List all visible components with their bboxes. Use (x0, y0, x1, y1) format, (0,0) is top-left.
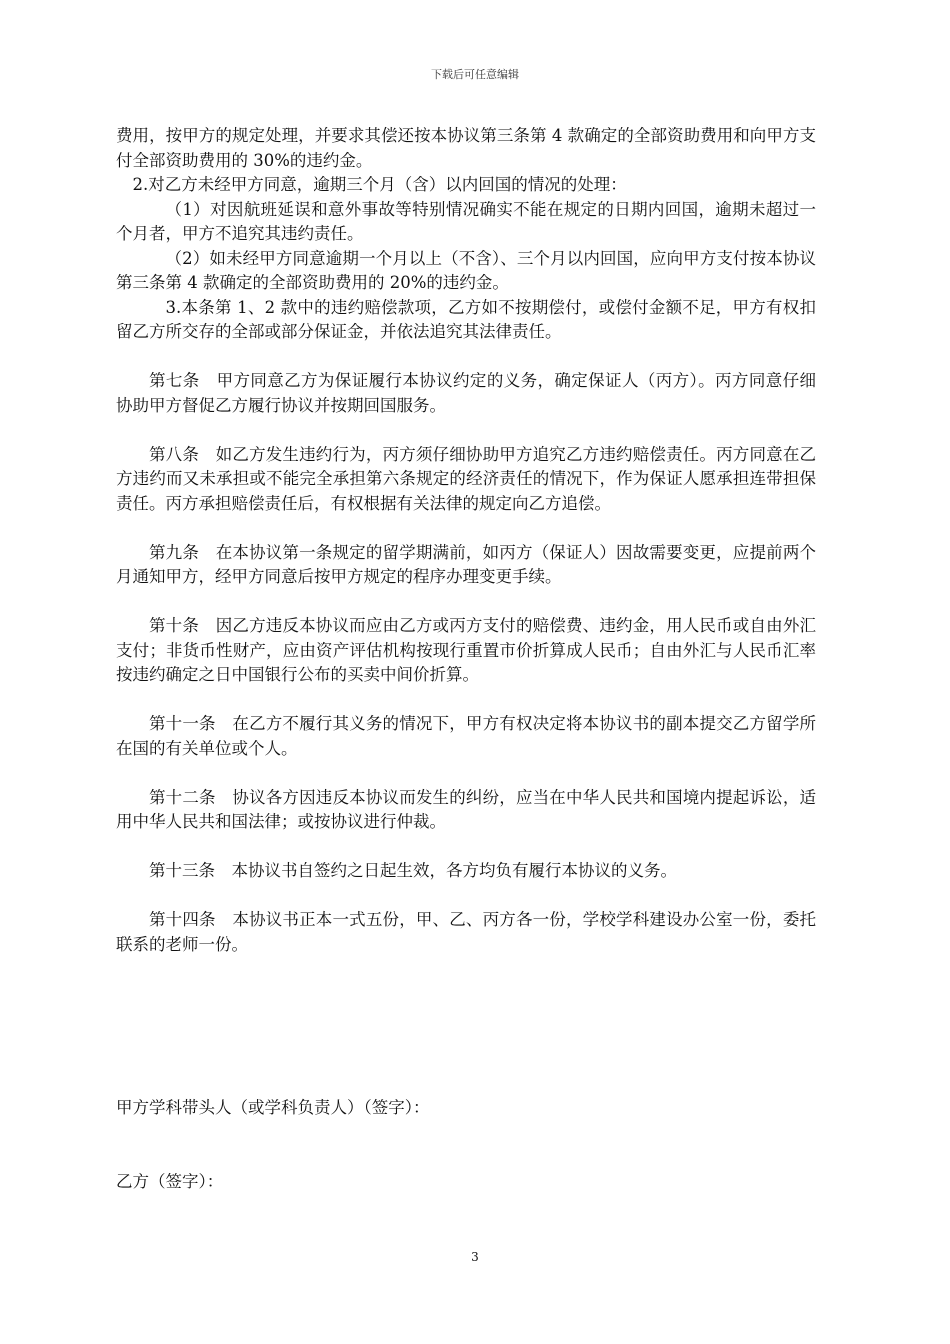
paragraph-article-9: 第九条 在本协议第一条规定的留学期满前，如丙方（保证人）因故需要变更，应提前两个月通知甲方，经甲方同意后按甲方规定的程序办理变更手续。 (116, 542, 816, 586)
paragraph-clause-2: 2.对乙方未经甲方同意，逾期三个月（含）以内回国的情况的处理： (132, 175, 627, 194)
paragraph-clause-3: 3.本条第 1、2 款中的违约赔偿款项，乙方如不按期偿付，或偿付金额不足，甲方有权扣留乙方所交存的全部或部分保证金，并依法追究其法律责任。 (116, 297, 816, 341)
paragraph-clause-2-1: （1）对因航班延误和意外事故等特别情况确实不能在规定的日期内回国，逾期未超过一个月者，甲方不追究其违约责任。 (116, 199, 816, 243)
signature-line-party-a: 甲方学科带头人（或学科负责人）（签字）： (116, 1098, 430, 1117)
paragraph-penalty-continued: 费用，按甲方的规定处理，并要求其偿还按本协议第三条第 4 款确定的全部资助费用和向甲方支付全部资助费用的 30%的违约金。 (116, 126, 816, 170)
signature-line-party-b: 乙方（签字）： (116, 1172, 224, 1191)
paragraph-article-11: 第十一条 在乙方不履行其义务的情况下，甲方有权决定将本协议书的副本提交乙方留学所在国的有关单位或个人。 (116, 714, 816, 758)
paragraph-article-13: 第十三条 本协议书自签约之日起生效，各方均负有履行本协议的义务。 (149, 861, 677, 880)
paragraph-article-14: 第十四条 本协议书正本一式五份，甲、乙、丙方各一份，学校学科建设办公室一份，委托联系的老师一份。 (116, 910, 816, 954)
page-number: 3 (471, 1250, 479, 1264)
document-body (116, 124, 816, 957)
paragraph-article-7: 第七条 甲方同意乙方为保证履行本协议约定的义务，确定保证人（丙方）。丙方同意仔细协助甲方督促乙方履行协议并按期回国服务。 (116, 371, 816, 415)
paragraph-article-10: 第十条 因乙方违反本协议而应由乙方或丙方支付的赔偿费、违约金，用人民币或自由外汇支付；非货币性财产，应由资产评估机构按现行重置市价折算成人民币；自由外汇与人民币汇率按违约确定之日中国银行公布的买卖中间价折算。 (116, 616, 816, 684)
page-header: 下载后可任意编辑 (431, 68, 519, 81)
paragraph-article-8: 第八条 如乙方发生违约行为，丙方须仔细协助甲方追究乙方违约赔偿责任。丙方同意在乙方违约而又未承担或不能完全承担第六条规定的经济责任的情况下，作为保证人愿承担连带担保责任。丙方承担赔偿责任后，有权根据有关法律的规定向乙方追偿。 (116, 444, 816, 513)
paragraph-article-12: 第十二条 协议各方因违反本协议而发生的纠纷，应当在中华人民共和国境内提起诉讼，适用中华人民共和国法律；或按协议进行仲裁。 (116, 787, 816, 831)
paragraph-clause-2-2: （2）如未经甲方同意逾期一个月以上（不含）、三个月以内回国，应向甲方支付按本协议第三条第 4 款确定的全部资助费用的 20%的违约金。 (116, 248, 816, 292)
